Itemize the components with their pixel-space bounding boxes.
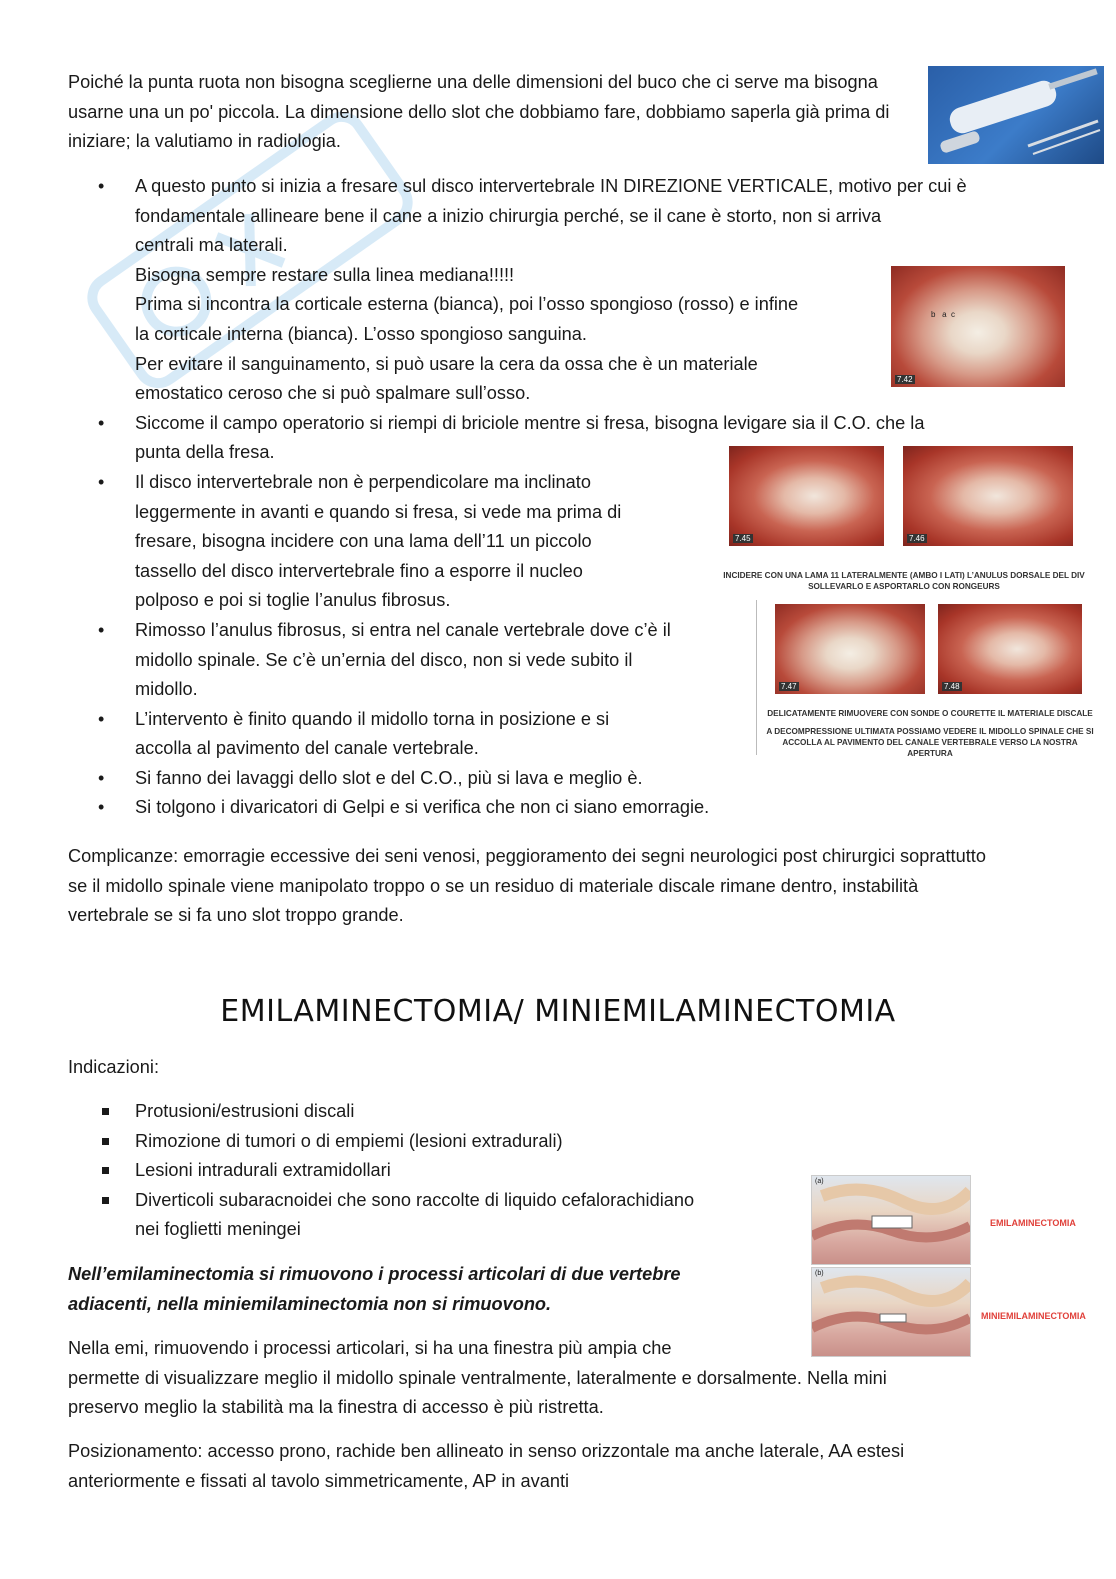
indications-list: [68, 1097, 808, 1245]
figure-caption: INCIDERE CON UNA LAMA 11 LATERALMENTE (AMBO I LATI) L’ANULUS DORSALE DEL DIV SOLLEVARLO E ASPORTARLO CON RONGEURS: [723, 571, 1085, 591]
step-line: punta della fresa.: [135, 442, 275, 463]
figure-caption: A DECOMPRESSIONE ULTIMATA POSSIAMO VEDERE IL MIDOLLO SPINALE CHE SI ACCOLLA AL PAVIMENTO DEL CANALE VERTEBRALE VERSO LA NOSTRA APERTURA: [766, 727, 1094, 758]
paragraph-line: Nella emi, rimuovendo i processi articolari, si ha una finestra più ampia che: [68, 1338, 672, 1358]
emilaminectomia-label: EMILAMINECTOMIA: [990, 1218, 1076, 1228]
figure-number: 7.48: [944, 682, 960, 691]
paragraph-line: anteriormente e fissati al tavolo simmetricamente, AP in avanti: [68, 1470, 570, 1491]
intro-paragraph: Poiché la punta ruota non bisogna sceglierne una delle dimensioni del buco che ci serve ma bisogna usarne una un po' piccola. La dimensione dello slot che dobbiamo fare, dobbiamo saperla già prima di iniziare; la valutiamo in radiologia.: [68, 72, 890, 152]
miniemilaminectomia-label: MINIEMILAMINECTOMIA: [981, 1311, 1086, 1321]
step-line: • Si fanno dei lavaggi dello slot e del C.O., più si lava e meglio è.: [135, 767, 643, 788]
list-item: [68, 764, 1068, 794]
surgical-photo-7-48: [938, 604, 1082, 694]
surgical-photo-7-45: [729, 446, 884, 546]
step-line: midollo spinale. Se c’è un’ernia del disco, non si vede subito il: [135, 649, 633, 670]
photo-letters: b a c: [931, 310, 956, 319]
step-line: Prima si incontra la corticale esterna (bianca), poi l’osso spongioso (rosso) e infine: [135, 294, 799, 315]
surgical-photo-7-47: [775, 604, 925, 694]
surgical-photo-7-42: [891, 266, 1065, 387]
step-line: midollo.: [135, 679, 198, 700]
step-line: • A questo punto si inizia a fresare sul disco intervertebrale IN DIREZIONE VERTICALE, motivo per cui è: [135, 176, 967, 196]
paragraph-line: preservo meglio la stabilità ma la finestra di accesso è più ristretta.: [68, 1397, 604, 1418]
step-line: polposo e poi si toglie l’anulus fibrosus.: [135, 590, 451, 611]
drill-image: [928, 66, 1104, 164]
paragraph-line: Posizionamento: accesso prono, rachide ben allineato in senso orizzontale ma anche laterale, AA estesi: [68, 1441, 905, 1461]
section-title: EMILAMINECTOMIA/ MINIEMILAMINECTOMIA: [220, 994, 896, 1029]
step-line: accolla al pavimento del canale vertebrale.: [135, 738, 479, 759]
step-line: tassello del disco intervertebrale fino a esporre il nucleo: [135, 560, 583, 581]
divider: [756, 600, 757, 755]
figure-number: 7.42: [897, 375, 913, 384]
indication-line: Protusioni/estrusioni discali: [135, 1101, 355, 1121]
step-line: fresare, bisogna incidere con una lama dell’11 un piccolo: [135, 531, 592, 552]
list-item: [68, 1186, 808, 1245]
step-line: • Rimosso l’anulus fibrosus, si entra nel canale vertebrale dove c’è il: [135, 619, 671, 640]
diagram-label: (a): [815, 1178, 824, 1185]
list-item: [68, 793, 1068, 823]
positioning-paragraph: [68, 1437, 1068, 1496]
diagram-label: (b): [815, 1270, 824, 1277]
list-item: [68, 1127, 808, 1157]
step-line: Per evitare il sanguinamento, si può usare la cera da ossa che è un materiale: [135, 353, 758, 374]
indication-line: Rimozione di tumori o di empiemi (lesioni extradurali): [135, 1130, 563, 1151]
step-line: Bisogna sempre restare sulla linea mediana!!!!!: [135, 264, 515, 285]
figure-number: 7.47: [781, 682, 797, 691]
step-line: • Siccome il campo operatorio si riempi di briciole mentre si fresa, bisogna levigare sia il C.O. che la: [135, 412, 925, 433]
list-item: [68, 1156, 808, 1186]
key-statement: [68, 1260, 788, 1319]
complications-paragraph: Complicanze: emorragie eccessive dei seni venosi, peggioramento dei segni neurologici post chirurgici soprattutto se il midollo spinale viene manipolato troppo o se un residuo di materiale discale rimane dentro, instabilità vertebrale se si fa uno slot troppo grande.: [68, 846, 986, 926]
figure-number: 7.46: [909, 534, 925, 543]
step-line: centrali ma laterali.: [135, 235, 288, 256]
indication-line: Diverticoli subaracnoidei che sono raccolte di liquido cefalorachidiano: [135, 1189, 695, 1210]
diagram-emilaminectomia: [811, 1175, 971, 1265]
step-line: fondamentale allineare bene il cane a inizio chirurgia perché, se il cane è storto, non si arriva: [135, 205, 882, 226]
emi-paragraph: [68, 1334, 1068, 1423]
step-line: emostatico ceroso che si può spalmare sull’osso.: [135, 383, 531, 404]
step-line: • Il disco intervertebrale non è perpendicolare ma inclinato: [135, 471, 591, 492]
step-line: • L’intervento è finito quando il midollo torna in posizione e si: [135, 708, 610, 729]
step-line: la corticale interna (bianca). L’osso spongioso sanguina.: [135, 323, 587, 344]
list-item: [68, 1097, 808, 1127]
indication-line: Lesioni intradurali extramidollari: [135, 1160, 391, 1181]
figure-number: 7.45: [735, 534, 751, 543]
surgical-photo-7-46: [903, 446, 1073, 546]
paragraph-line: permette di visualizzare meglio il midollo spinale ventralmente, lateralmente e dorsalmente. Nella mini: [68, 1367, 887, 1388]
figure-caption: DELICATAMENTE RIMUOVERE CON SONDE O COURETTE IL MATERIALE DISCALE: [767, 709, 1093, 718]
indication-line: nei foglietti meningei: [135, 1219, 301, 1240]
indications-label: Indicazioni:: [68, 1057, 159, 1077]
key-line: adiacenti, nella miniemilaminectomia non si rimuovono.: [68, 1293, 552, 1314]
step-line: leggermente in avanti e quando si fresa, si vede ma prima di: [135, 501, 622, 522]
key-line: Nell’emilaminectomia si rimuovono i processi articolari di due vertebre: [68, 1264, 681, 1284]
step-line: • Si tolgono i divaricatori di Gelpi e si verifica che non ci siano emorragie.: [135, 797, 710, 818]
